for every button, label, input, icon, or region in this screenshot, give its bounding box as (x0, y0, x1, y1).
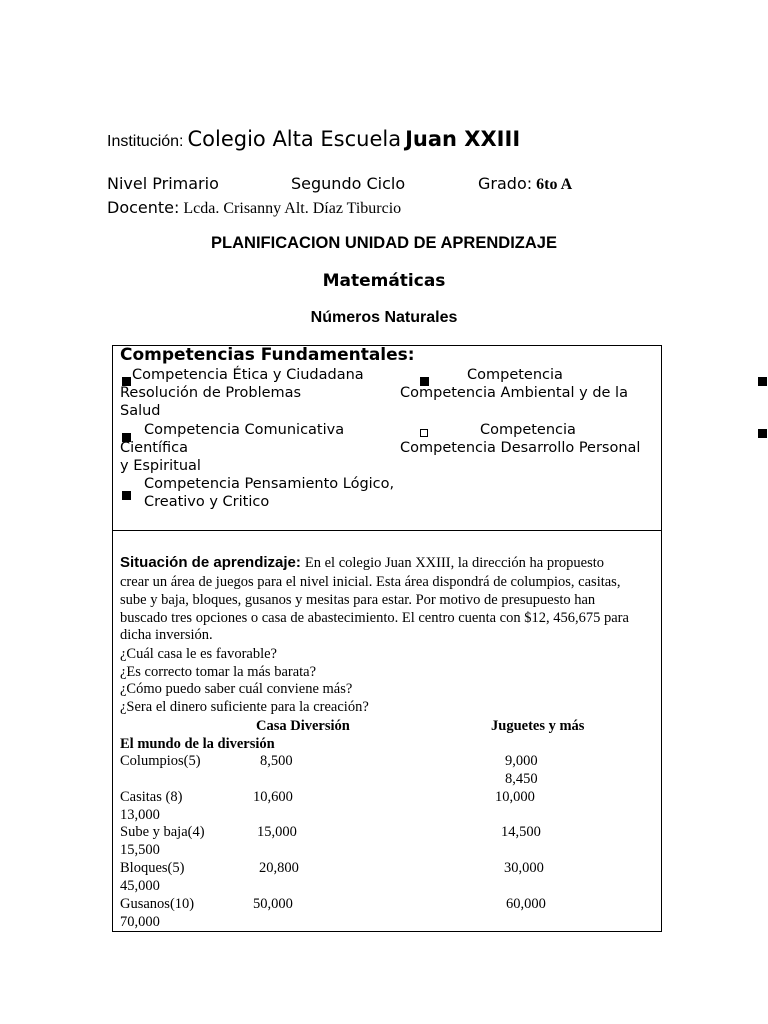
situacion-text-line: sube y baja, bloques, gusanos y mesitas para estar. Por motivo de presupuesto han (120, 592, 596, 608)
situacion-intro-line (120, 554, 604, 572)
row-value-c: 70,000 (120, 914, 160, 930)
competencias-heading: Competencias Fundamentales: (120, 345, 415, 365)
institution-line (107, 127, 520, 157)
question: ¿Sera el dinero suficiente para la creación? (120, 699, 369, 715)
competencia-right-1: Competencia (467, 367, 563, 383)
row-value-a: 50,000 (253, 896, 293, 912)
bullet-icon (122, 491, 131, 500)
docente-value: Lcda. Crisanny Alt. Díaz Tiburcio (183, 200, 402, 217)
competencia-pensamiento: Competencia Pensamiento Lógico, (144, 476, 395, 492)
competencia-resolucion: Resolución de Problemas (120, 385, 302, 401)
main-title: PLANIFICACION UNIDAD DE APRENDIZAJE (211, 234, 557, 252)
row-value-c: 15,500 (120, 842, 160, 858)
row-value-a: 20,800 (259, 860, 299, 876)
row-value-c: 8,450 (505, 771, 538, 787)
row-value-a: 8,500 (260, 753, 293, 769)
subject-title: Matemáticas (322, 271, 446, 291)
competencia-creativo: Creativo y Critico (144, 494, 270, 510)
institution-label: Institución: (107, 133, 184, 150)
grado-field (478, 174, 572, 194)
row-value-b: 14,500 (501, 824, 541, 840)
situacion-text-line: dicha inversión. (120, 627, 213, 643)
bullet-icon (758, 429, 767, 438)
bullet-icon (758, 377, 767, 386)
row-value-b: 9,000 (505, 753, 538, 769)
situacion-text-line: crear un área de juegos para el nivel inicial. Esta área dispondrá de columpios, casitas, (120, 574, 621, 590)
competencia-etica: Competencia Ética y Ciudadana (132, 367, 364, 383)
ciclo-text: Segundo Ciclo (291, 174, 406, 193)
competencia-cientifica: Científica (120, 440, 188, 456)
row-item: Columpios(5) (120, 753, 201, 769)
row-item: Casitas (8) (120, 789, 183, 805)
institution-name: Juan XXIII (405, 127, 521, 151)
grado-label: Grado: (478, 174, 533, 193)
competencia-ambiental: Competencia Ambiental y de la (400, 385, 628, 401)
row-value-b: 30,000 (504, 860, 544, 876)
question: ¿Cómo puedo saber cuál conviene más? (120, 681, 353, 697)
row-value-a: 15,000 (257, 824, 297, 840)
row-item: Gusanos(10) (120, 896, 195, 912)
grado-value: 6to A (536, 176, 573, 193)
row-item: Bloques(5) (120, 860, 185, 876)
nivel-text: Nivel Primario (107, 174, 219, 193)
header-juguetes: Juguetes y más (491, 718, 585, 734)
competencia-salud: Salud (120, 403, 161, 419)
row-value-c: 45,000 (120, 878, 160, 894)
institution-value: Colegio Alta Escuela (187, 127, 402, 151)
header-mundo-diversion: El mundo de la diversión (120, 736, 275, 752)
situacion-text-line: buscado tres opciones o casa de abastecimiento. El centro cuenta con $12, 456,675 para (120, 610, 629, 626)
situacion-intro: En el colegio Juan XXIII, la dirección ha propuesto (304, 555, 605, 571)
competencia-espiritual: y Espiritual (120, 458, 201, 474)
row-value-b: 10,000 (495, 789, 535, 805)
row-item: Sube y baja(4) (120, 824, 205, 840)
header-casa-diversion: Casa Diversión (256, 718, 350, 734)
row-value-a: 10,600 (253, 789, 293, 805)
topic-title: Números Naturales (310, 309, 458, 326)
competencia-comunicativa: Competencia Comunicativa (144, 422, 345, 438)
row-value-b: 60,000 (506, 896, 546, 912)
competencia-right-2: Competencia (480, 422, 576, 438)
question: ¿Cuál casa le es favorable? (120, 646, 277, 662)
situacion-label: Situación de aprendizaje: (120, 554, 301, 571)
docente-field (107, 198, 401, 218)
question: ¿Es correcto tomar la más barata? (120, 664, 317, 680)
competencia-desarrollo: Competencia Desarrollo Personal (400, 440, 641, 456)
checkbox-empty-icon (420, 429, 428, 437)
docente-label: Docente: (107, 198, 180, 217)
row-value-c: 13,000 (120, 807, 160, 823)
